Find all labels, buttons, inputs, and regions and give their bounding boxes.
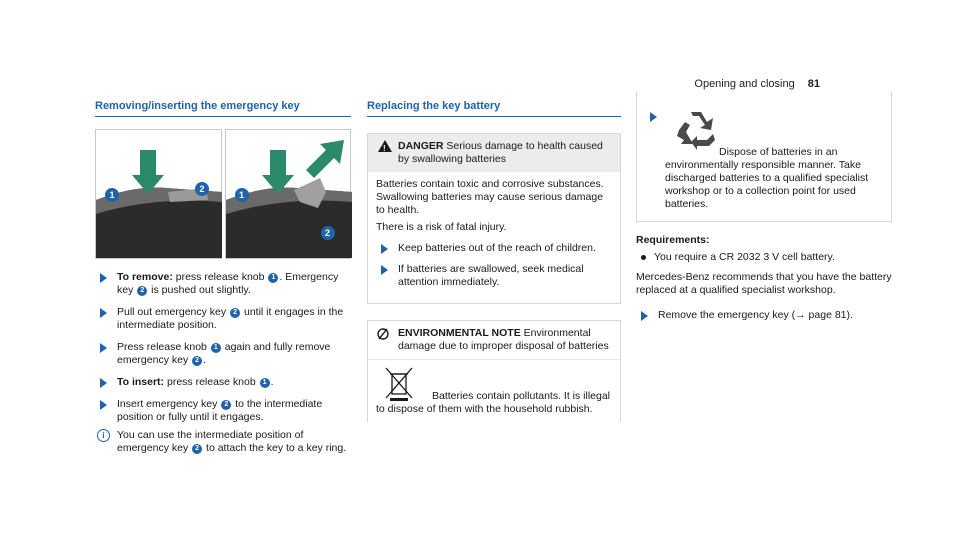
callout-ref: 1	[268, 273, 278, 283]
text: to the intermediate position or fully until it engages.	[117, 398, 323, 423]
text: again and fully remove emergency key	[117, 341, 331, 366]
callout-1: 1	[235, 188, 249, 202]
text: If batteries are swallowed, seek medical attention immediately.	[398, 263, 584, 288]
recommendation-text: Mercedes-Benz recommends that you have the battery replaced at a qualified specialist workshop.	[636, 271, 892, 296]
step-arrow-icon	[641, 311, 648, 321]
step-insert	[95, 376, 351, 389]
step-arrow-icon	[100, 308, 107, 318]
section-title-emergency-key: Removing/inserting the emergency key	[95, 100, 351, 117]
text: press release knob	[172, 271, 268, 283]
figure-remove-key	[95, 129, 222, 259]
step-lead: To remove:	[117, 271, 173, 283]
info-icon: i	[97, 429, 110, 442]
section-title-key-battery: Replacing the key battery	[367, 100, 621, 117]
text: .	[270, 376, 274, 388]
callout-ref: 1	[211, 343, 221, 353]
danger-text: Batteries contain toxic and corrosive substances. Swallowing batteries may cause serious damage to health.	[376, 178, 604, 216]
dispose-text: Dispose of batteries in an environmentally responsible manner. Take discharged batteries to a qualified specialist workshop or to a collection point for used batteries.	[665, 146, 869, 210]
step-lead: To insert:	[117, 376, 165, 388]
step-arrow-icon	[100, 343, 107, 353]
text: is pushed out slightly.	[148, 284, 251, 296]
step-arrow-icon	[381, 244, 388, 254]
text: Keep batteries out of the reach of children.	[398, 242, 596, 254]
figure-row	[95, 129, 351, 259]
page-number: 81	[807, 78, 820, 90]
step-remove	[95, 271, 351, 297]
recycle-icon	[673, 108, 719, 150]
step-arrow-icon	[100, 400, 107, 410]
text: Press release knob	[117, 341, 210, 353]
warning-triangle-icon	[378, 140, 392, 152]
callout-ref: 2	[192, 356, 202, 366]
step-arrow-icon	[100, 273, 107, 283]
dispose-text-wrap	[645, 146, 883, 211]
danger-title: Serious damage to health caused by swallowing batteries	[398, 140, 603, 165]
step-arrow-icon	[381, 265, 388, 275]
page-header	[694, 78, 820, 90]
step-remove-key	[636, 309, 892, 322]
step-pull-out	[95, 306, 351, 332]
section-name: Opening and closing	[694, 78, 795, 90]
env-body	[368, 360, 620, 422]
requirement-item: You require a CR 2032 3 V cell battery.	[636, 251, 892, 264]
step-insert-key	[95, 398, 351, 424]
text: Insert emergency key	[117, 398, 221, 410]
danger-body	[368, 172, 620, 303]
dispose-box	[636, 92, 892, 222]
step-arrow-icon	[650, 112, 657, 122]
step-text: Remove the emergency key (→ page 81).	[658, 309, 853, 321]
callout-ref: 2	[221, 400, 231, 410]
text: Pull out emergency key	[117, 306, 230, 318]
text: press release knob	[164, 376, 259, 388]
column-middle	[367, 100, 621, 422]
danger-step	[376, 242, 612, 255]
text: until it engages in the intermediate position.	[117, 306, 344, 331]
text: to attach the key to a key ring.	[203, 442, 347, 454]
text: .	[203, 354, 207, 366]
callout-1: 1	[105, 188, 119, 202]
danger-label: DANGER	[398, 140, 444, 152]
text: . Emergency key	[117, 271, 339, 296]
danger-header	[368, 134, 620, 172]
instruction-steps	[95, 271, 351, 455]
callout-2: 2	[195, 182, 209, 196]
column-right	[636, 92, 892, 331]
danger-text: There is a risk of fatal injury.	[376, 221, 507, 233]
env-header	[368, 321, 620, 360]
column-left	[95, 100, 351, 455]
callout-ref: 2	[192, 444, 202, 454]
env-title: Environmental damage due to improper disposal of batteries	[398, 327, 609, 352]
callout-ref: 2	[230, 308, 240, 318]
callout-ref: 2	[137, 286, 147, 296]
env-label: ENVIRONMENTAL NOTE	[398, 327, 521, 339]
callout-2: 2	[321, 226, 335, 240]
danger-step	[376, 263, 612, 289]
requirements-title: Requirements:	[636, 234, 710, 246]
danger-box	[367, 133, 621, 304]
environment-icon	[376, 327, 390, 341]
info-note	[95, 429, 351, 455]
callout-ref: 1	[260, 378, 270, 388]
step-press-again	[95, 341, 351, 367]
env-text: Batteries contain pollutants. It is illegal to dispose of them with the household rubbish.	[376, 390, 611, 415]
text: You can use the intermediate position of emergency key	[117, 429, 304, 454]
figure-insert-key	[225, 129, 352, 259]
step-arrow-icon	[100, 378, 107, 388]
environmental-note-box	[367, 320, 621, 422]
